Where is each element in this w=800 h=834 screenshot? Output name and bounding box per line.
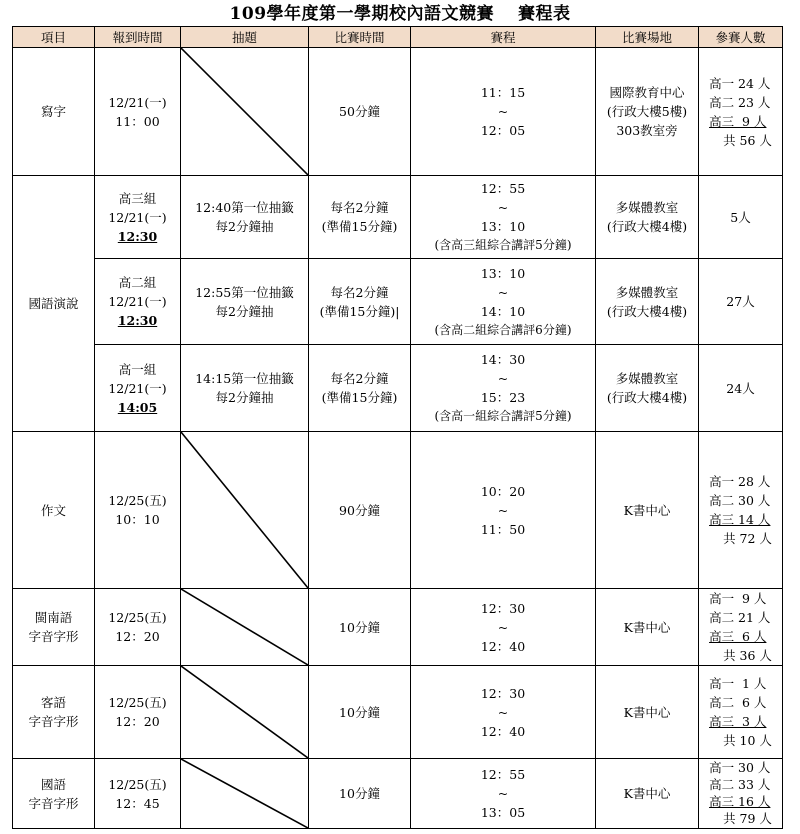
count-list [709,472,772,548]
checkin-cell [95,259,181,345]
cell-text: 共 79 人 [723,811,772,826]
table-row [13,432,783,589]
cell-text: 每名2分鐘 [330,371,389,386]
cell-text: 共 72 人 [723,531,772,546]
schedule-cell [411,666,596,759]
cell-text: 12:55第一位抽籤 [195,284,294,300]
cell-text: (準備15分鐘) [321,390,398,405]
cell-text: 高一組 [118,361,157,377]
table-row [13,589,783,666]
cell-text: 每名2分鐘 [330,200,389,215]
duration-cell [309,345,411,432]
cell-text: (含高二組綜合講評6分鐘) [434,322,572,337]
cell-text: ~ [497,704,509,720]
item-cell: 國語演說 [13,176,95,432]
diagonal-slash [181,48,308,175]
cell-text: 12/21(一) [108,209,167,225]
duration-cell: 10分鐘 [309,759,411,829]
cell-text: (行政大樓5樓) [606,104,688,119]
cell-text: 10：10 [115,512,160,527]
cell-text: 12:30 [117,313,158,328]
header-item: 項目 [13,27,95,48]
cell-text: 每2分鐘抽 [215,303,274,319]
cell-text: ~ [497,619,509,635]
cell-text: 多媒體教室 [615,200,679,215]
duration-cell [309,176,411,259]
draw-cell-empty [181,48,309,176]
cell-text: 共 56 人 [723,132,772,148]
draw-cell-empty [181,589,309,666]
venue-cell: K書中心 [596,666,699,759]
cell-text: 高二 6 人 [709,695,767,710]
cell-text: 14:15第一位抽籤 [195,371,294,386]
venue-cell [596,48,699,176]
count-list [709,674,772,750]
cell-text: 10：20 [480,483,526,499]
duration-cell: 90分鐘 [309,432,411,589]
count-cell [699,48,783,176]
cell-text: 12/21(一) [108,294,167,309]
cell-text: (含高一組綜合講評5分鐘) [434,409,572,423]
cell-text: 字音字形 [28,714,79,729]
cell-text: (含高三組綜合講評5分鐘) [434,238,572,252]
cell-text: 12:40第一位抽籤 [195,200,294,215]
checkin-cell [95,589,181,666]
cell-text: 12:30 [117,228,158,244]
cell-text: 12：20 [115,714,160,729]
cell-text: 14：10 [480,303,526,319]
cell-text: ~ [497,502,509,518]
cell-text: 高二組 [118,275,157,290]
header-count: 參賽人數 [699,27,783,48]
cell-text: 12/21(一) [108,94,167,110]
venue-cell: K書中心 [596,589,699,666]
cell-text: 11：15 [480,85,526,100]
cell-text: ~ [497,786,509,801]
cell-text: 字音字形 [28,795,79,811]
duration-cell: 10分鐘 [309,666,411,759]
cell-text: 高三 6 人 [709,629,767,644]
count-cell: 24人 [699,345,783,432]
count-cell [699,759,783,829]
count-list [709,759,772,827]
cell-text: 客語 [40,695,66,710]
cell-text: 閩南語 [34,610,73,625]
cell-text: 12：40 [480,638,526,654]
draw-cell [181,176,309,259]
checkin-cell [95,666,181,759]
cell-text: 12/21(一) [108,380,167,396]
cell-text: 每2分鐘抽 [215,219,274,234]
draw-cell-empty [181,666,309,759]
count-cell: 27人 [699,259,783,345]
cell-text: 多媒體教室 [615,284,679,300]
draw-cell [181,345,309,432]
duration-cell: 10分鐘 [309,589,411,666]
cell-text: 共 36 人 [723,648,772,663]
table-row [13,666,783,759]
cell-text: 高二 23 人 [709,94,771,110]
header-schedule: 賽程 [411,27,596,48]
cell-text: 高三 3 人 [709,714,767,729]
schedule-cell [411,432,596,589]
checkin-cell [95,345,181,432]
count-cell [699,666,783,759]
cell-text: 12：55 [480,767,526,782]
venue-cell [596,259,699,345]
table-row [13,48,783,176]
header-duration: 比賽時間 [309,27,411,48]
cell-text: 高二 21 人 [709,610,771,625]
cell-text: ~ [497,104,509,119]
table-row [13,176,783,259]
header-venue: 比賽場地 [596,27,699,48]
schedule-cell [411,589,596,666]
count-list [709,74,772,150]
venue-cell [596,176,699,259]
cell-text: 13：10 [480,219,526,234]
cell-text: 303教室旁 [616,123,678,138]
cell-text: 12：30 [480,685,526,701]
cell-text: 高二 33 人 [709,777,771,792]
item-cell [13,666,95,759]
item-cell [13,589,95,666]
cell-text: 12/25(五) [108,493,167,508]
draw-cell [181,259,309,345]
cell-text: 每2分鐘抽 [215,390,274,405]
duration-cell [309,259,411,345]
draw-cell-empty [181,432,309,589]
cell-text: (行政大樓4樓) [606,219,688,234]
cell-text: 11：50 [480,521,526,537]
cell-text: 12/25(五) [108,610,167,625]
cell-text: (準備15分鐘) [321,219,398,234]
cell-text: 共 10 人 [723,733,772,748]
cell-text: 高三組 [118,190,157,206]
cell-text: 每名2分鐘 [330,284,389,300]
venue-cell: K書中心 [596,759,699,829]
table-row [13,345,783,432]
checkin-cell [95,759,181,829]
cell-text: (行政大樓4樓) [606,303,688,319]
cell-text: 高一 28 人 [709,474,771,489]
count-cell [699,432,783,589]
cell-text: ~ [497,284,509,300]
header-row [13,27,783,48]
cell-text: 多媒體教室 [615,371,679,386]
diagonal-slash [181,666,308,758]
schedule-cell [411,259,596,345]
schedule-cell [411,345,596,432]
cell-text: 12：30 [480,600,526,616]
table-row [13,759,783,829]
table-row [13,259,783,345]
schedule-cell [411,176,596,259]
cell-text: 高一 24 人 [709,75,771,91]
schedule-table [12,26,783,829]
count-cell [699,589,783,666]
schedule-cell [411,48,596,176]
cell-text: 14：30 [480,352,526,367]
cell-text: 13：05 [480,805,526,820]
diagonal-slash [181,759,308,828]
diagonal-slash [181,589,308,665]
venue-cell: K書中心 [596,432,699,589]
cell-text: 12：40 [480,723,526,739]
page-title: 109學年度第一學期校內語文競賽 賽程表 [229,4,571,24]
cell-text: 國際教育中心 [609,85,685,100]
checkin-cell [95,48,181,176]
cell-text: 12：45 [115,795,160,811]
cell-text: 14:05 [117,399,158,415]
checkin-cell [95,432,181,589]
cell-text: 13：10 [480,265,526,281]
item-cell: 寫字 [13,48,95,176]
cell-text: 12：05 [480,123,526,138]
checkin-cell [95,176,181,259]
cell-text: 高三 9 人 [709,113,767,129]
schedule-cell [411,759,596,829]
cell-text: 12/25(五) [108,695,167,710]
cell-text: ~ [497,200,509,215]
header-checkin: 報到時間 [95,27,181,48]
cell-text: 高一 1 人 [709,676,767,691]
draw-cell-empty [181,759,309,829]
cell-text: 字音字形 [28,629,79,644]
cell-text: 高一 9 人 [709,591,767,606]
item-cell [13,759,95,829]
cell-text: ~ [497,371,509,386]
cell-text: 15：23 [480,390,526,405]
cell-text: 12：20 [115,629,160,644]
cell-text: 高三 14 人 [709,512,771,527]
diagonal-slash [181,432,308,588]
cell-text: 高三 16 人 [709,794,771,809]
cell-text: 高二 30 人 [709,493,771,508]
item-cell: 作文 [13,432,95,589]
cell-text: 12：55 [480,181,526,196]
count-list [709,589,772,665]
header-draw: 抽題 [181,27,309,48]
venue-cell [596,345,699,432]
count-cell: 5人 [699,176,783,259]
cell-text: (準備15分鐘)| [319,303,400,319]
duration-cell: 50分鐘 [309,48,411,176]
cell-text: 國語 [40,776,66,792]
cell-text: (行政大樓4樓) [606,390,688,405]
cell-text: 12/25(五) [108,776,167,792]
cell-text: 高一 30 人 [709,760,771,775]
cell-text: 11：00 [115,113,160,129]
